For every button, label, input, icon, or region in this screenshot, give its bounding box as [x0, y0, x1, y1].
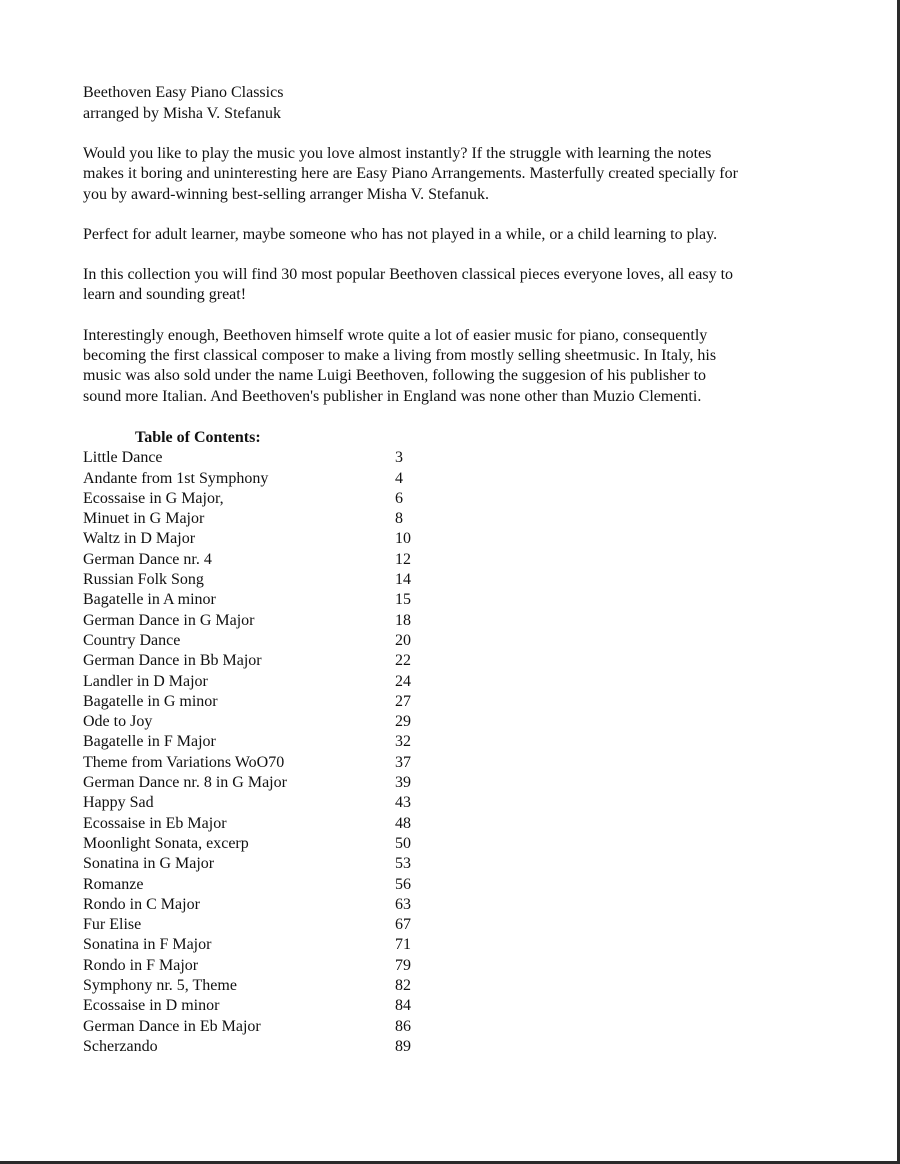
toc-entry	[83, 773, 813, 793]
toc-entry-page-number: 84	[395, 997, 411, 1015]
toc-entry-page-number: 8	[395, 510, 403, 528]
toc-entry	[83, 509, 813, 529]
toc-entry-title: Fur Elise	[83, 916, 142, 934]
toc-entry-page-number: 20	[395, 631, 411, 649]
toc-entry-page-number: 29	[395, 713, 411, 731]
toc-list	[83, 448, 813, 1057]
toc-entry	[83, 814, 813, 834]
toc-entry-title: Little Dance	[83, 449, 163, 467]
paragraph-line: sound more Italian. And Beethoven's publisher in England was none other than Muzio Clementi.	[83, 387, 702, 405]
toc-entry-title: Rondo in F Major	[83, 956, 199, 974]
toc-entry-title: Rondo in C Major	[83, 895, 200, 913]
history-paragraph	[83, 326, 813, 407]
toc-entry	[83, 611, 813, 631]
toc-entry-page-number: 24	[395, 672, 411, 690]
toc-entry	[83, 753, 813, 773]
document-byline: arranged by Misha V. Stefanuk	[83, 104, 282, 122]
toc-entry-title: Symphony nr. 5, Theme	[83, 976, 237, 994]
toc-entry-title: Landler in D Major	[83, 672, 208, 690]
toc-entry-page-number: 53	[395, 855, 411, 873]
toc-entry-page-number: 4	[395, 469, 403, 487]
intro-paragraph	[83, 144, 813, 205]
toc-entry-page-number: 10	[395, 530, 411, 548]
toc-entry-page-number: 56	[395, 875, 411, 893]
toc-entry-title: German Dance nr. 4	[83, 550, 212, 568]
title-block	[83, 83, 813, 124]
paragraph-line: makes it boring and uninteresting here are Easy Piano Arrangements. Masterfully created specially for	[83, 165, 738, 183]
toc-entry	[83, 712, 813, 732]
toc-entry	[83, 875, 813, 895]
toc-entry	[83, 732, 813, 752]
toc-entry-title: Bagatelle in G minor	[83, 692, 218, 710]
paragraph-line: Would you like to play the music you love almost instantly? If the struggle with learning the notes	[83, 145, 712, 162]
toc-entry-page-number: 43	[395, 794, 411, 812]
document-title: Beethoven Easy Piano Classics	[83, 84, 284, 101]
toc-entry	[83, 996, 813, 1016]
toc-entry-page-number: 50	[395, 834, 411, 852]
toc-entry-page-number: 15	[395, 591, 411, 609]
toc-entry	[83, 672, 813, 692]
toc-heading: Table of Contents:	[135, 428, 261, 446]
toc-entry-title: Sonatina in F Major	[83, 936, 212, 954]
collection-paragraph	[83, 265, 813, 306]
paragraph-line: you by award-winning best-selling arranger Misha V. Stefanuk.	[83, 185, 489, 203]
paragraph-line: music was also sold under the name Luigi Beethoven, following the suggesion of his publisher to	[83, 367, 707, 385]
toc-entry	[83, 529, 813, 549]
toc-entry-title: Moonlight Sonata, excerp	[83, 834, 249, 852]
paragraph-line: In this collection you will find 30 most popular Beethoven classical pieces everyone loves, all easy to	[83, 266, 734, 284]
toc-entry-page-number: 14	[395, 571, 411, 589]
toc-entry-title: Ecossaise in Eb Major	[83, 814, 227, 832]
toc-entry	[83, 935, 813, 955]
paragraph-line: becoming the first classical composer to make a living from mostly selling sheetmusic. In Italy, his	[83, 347, 717, 365]
toc-entry-title: German Dance nr. 8 in G Major	[83, 774, 287, 792]
toc-entry-title: Scherzando	[83, 1037, 158, 1055]
toc-entry-title: Theme from Variations WoO70	[83, 753, 285, 771]
toc-entry-title: Minuet in G Major	[83, 510, 205, 528]
toc-entry-title: Happy Sad	[83, 794, 154, 812]
toc-entry	[83, 570, 813, 590]
toc-entry	[83, 590, 813, 610]
toc-entry-title: Bagatelle in A minor	[83, 591, 216, 609]
toc-entry-page-number: 71	[395, 936, 411, 954]
paragraph-line: Perfect for adult learner, maybe someone who has not played in a while, or a child learning to play.	[83, 225, 718, 243]
toc-entry-title: Ecossaise in G Major,	[83, 489, 224, 507]
toc-entry-page-number: 89	[395, 1037, 411, 1055]
toc-entry-page-number: 67	[395, 916, 411, 934]
toc-entry-page-number: 32	[395, 733, 411, 751]
toc-entry	[83, 895, 813, 915]
toc-entry	[83, 956, 813, 976]
toc-entry	[83, 631, 813, 651]
toc-entry-page-number: 18	[395, 611, 411, 629]
toc-entry	[83, 550, 813, 570]
toc-entry-title: German Dance in Eb Major	[83, 1017, 261, 1035]
toc-entry	[83, 834, 813, 854]
paragraph-line: learn and sounding great!	[83, 286, 247, 304]
toc-entry-page-number: 12	[395, 550, 411, 568]
toc-entry-title: Romanze	[83, 875, 144, 893]
toc-entry-title: Country Dance	[83, 631, 181, 649]
toc-entry-title: Ode to Joy	[83, 713, 153, 731]
toc-entry-title: Russian Folk Song	[83, 571, 204, 589]
toc-entry-title: Sonatina in G Major	[83, 855, 215, 873]
toc-entry-page-number: 48	[395, 814, 411, 832]
toc-entry-page-number: 37	[395, 753, 411, 771]
toc-entry	[83, 976, 813, 996]
toc-entry-page-number: 63	[395, 895, 411, 913]
toc-entry-title: German Dance in Bb Major	[83, 652, 262, 670]
toc-entry-page-number: 82	[395, 976, 411, 994]
toc-entry	[83, 1017, 813, 1037]
toc-entry-page-number: 79	[395, 956, 411, 974]
audience-paragraph	[83, 225, 813, 245]
table-of-contents	[83, 428, 813, 1057]
toc-entry-title: Waltz in D Major	[83, 530, 196, 548]
toc-entry-title: Bagatelle in F Major	[83, 733, 216, 751]
toc-entry-title: Andante from 1st Symphony	[83, 469, 269, 487]
paragraph-line: Interestingly enough, Beethoven himself wrote quite a lot of easier music for piano, consequently	[83, 326, 708, 344]
toc-entry-page-number: 6	[395, 489, 403, 507]
toc-entry	[83, 489, 813, 509]
toc-entry	[83, 915, 813, 935]
toc-entry-page-number: 86	[395, 1017, 411, 1035]
toc-entry	[83, 651, 813, 671]
toc-entry	[83, 793, 813, 813]
toc-entry-page-number: 39	[395, 774, 411, 792]
toc-entry	[83, 1037, 813, 1057]
toc-entry	[83, 854, 813, 874]
toc-entry-page-number: 27	[395, 692, 411, 710]
toc-entry-title: Ecossaise in D minor	[83, 997, 220, 1015]
toc-entry-page-number: 3	[395, 449, 403, 467]
toc-entry-title: German Dance in G Major	[83, 611, 255, 629]
toc-entry-page-number: 22	[395, 652, 411, 670]
toc-entry	[83, 692, 813, 712]
toc-entry	[83, 448, 813, 468]
page-content	[83, 83, 813, 1057]
toc-entry	[83, 469, 813, 489]
